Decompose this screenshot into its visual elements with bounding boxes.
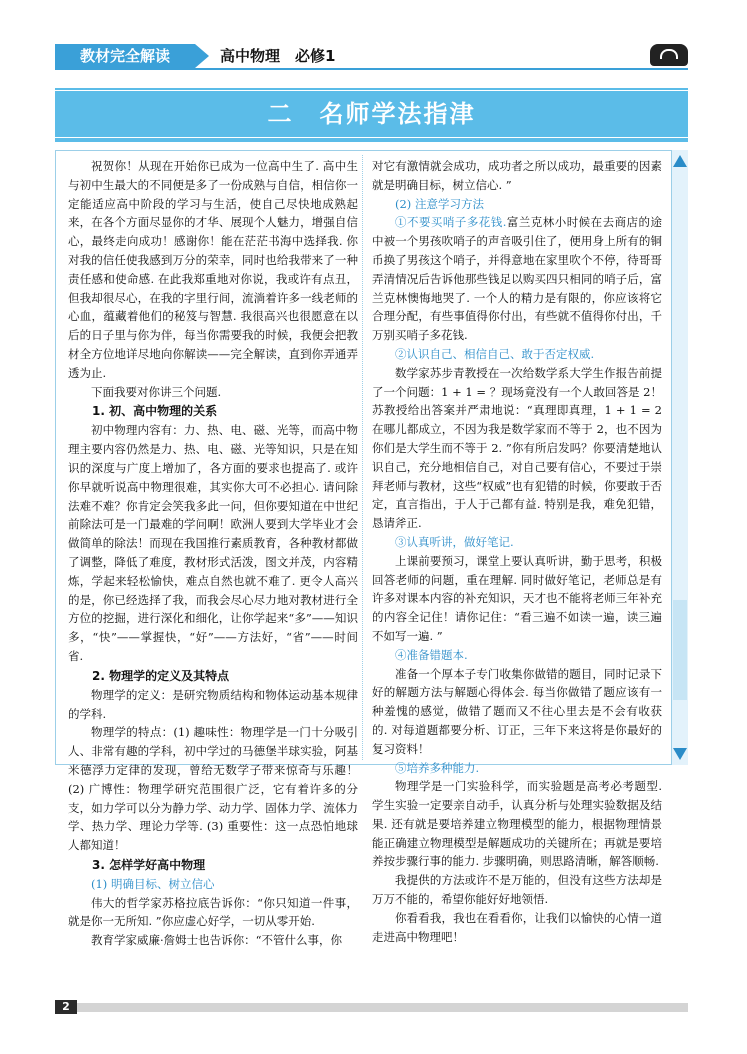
scrollbar[interactable] — [672, 150, 688, 765]
paragraph: 下面我要对你讲三个问题. — [91, 384, 222, 399]
section-title: 二 名师学法指津 — [55, 90, 688, 138]
page-header — [55, 44, 688, 68]
footer-bar — [77, 1003, 688, 1012]
paragraph: 初中物理内容有：力、热、电、磁、光等，而高中物理主要内容仍然是力、热、电、磁、光等知识，只是在知识的深度与广度上增加了，各方面的要求也提高了. 或许你早就听说高中物理很难，其实你大可不必担心. 请问除法难不难？你肯定会笑我多此一问，但你要知道在中世纪前除法可是一门最难的学问啊！欧洲人要到大学毕业才会做简单的除法！而现在我国推行素质教育，各种教材都做了调整，降低了难度，教材形式活泼，图文并茂，内容精炼，学起来轻松愉快，难点自然也就不难了. 更令人高兴的是，你已经选择了我，而我会尽心尽力地对教材进行全方位的挖掘，进行深化和细化，让你学起来“多”——知识多，“快”——掌握快，“好”——方法好，“省”——时间省. — [68, 423, 358, 663]
scroll-down-arrow-icon[interactable] — [672, 745, 688, 763]
paragraph: 物理学的定义：是研究物质结构和物体运动基本规律的学科. — [68, 687, 358, 721]
paragraph: 物理学是一门实验科学，而实验题是高考必考题型. 学生实验一定要亲自动手，认真分析与处理实验数据及结果. 还有就是要培养建立物理模型的能力，根据物理情景能正确建立物理模型是解题成功的关键所在；再就是要培养按步骤行事的能力. 步骤明确，则思路清晰，解答顺畅. — [372, 779, 662, 869]
method-heading: ①不要买哨子多花钱. — [395, 215, 507, 230]
paragraph: 伟大的哲学家苏格拉底告诉你：“你只知道一件事，就是你一无所知. ”你应虚心好学，一切从零开始. — [68, 895, 358, 929]
paragraph: 数学家苏步青教授在一次给数学系大学生作报告前提了一个问题：1 + 1 = ？现场竟没有一个人敢回答是 2！苏教授给出答案并严肃地说：“真理即真理，1 + 1 = 2 在哪儿都成立，不因为我是数学家而不等于 2，也不因为你们是大学生而不等于 2. ”你有所启发吗？你要清楚地认识自己，充分地相信自己，对自己要有信心，不要过于崇拜老师与教材，这些“权威”也有犯错的时候，你要敢于否定，直言指出，于人于己都有益. 特别是我，难免犯错，恳请斧正. — [372, 365, 662, 531]
paragraph-text: 富兰克林小时候在去商店的途中被一个男孩吹哨子的声音吸引住了，便用身上所有的铜币换了男孩这个哨子，并得意地在家里吹个不停，待哥哥弄清情况后告诉他那些钱足以购买四只相同的哨子后，富兰克林懊悔地哭了. 一个人的精力是有限的，你应该将它合理分配，有些事值得你付出，有些就不值得你付出，千万别买哨子多花钱. — [372, 215, 663, 343]
scroll-thumb[interactable] — [673, 600, 687, 700]
book-title: 高中物理 必修1 — [220, 47, 336, 65]
section-banner — [55, 88, 688, 142]
content-box — [55, 150, 672, 948]
section-heading: 2. 物理学的定义及其特点 — [92, 668, 230, 683]
series-tab: 教材完全解读 — [55, 44, 195, 68]
paragraph: 你看看我，我也在看看你，让我们以愉快的心情一道走进高中物理吧！ — [372, 910, 662, 944]
subheading: (2) 注意学习方法 — [395, 196, 484, 211]
method-heading: ③认真听讲，做好笔记. — [395, 534, 514, 549]
paragraph: 祝贺你！从现在开始你已成为一位高中生了. 高中生与初中生最大的不同便是多了一份成熟与自信，相信你一定能适应高中阶段的学习与生活，使自己尽快地成熟起来，在各个方面尽显你的才华、展现个人魅力，增强自信心，最终走向成功！感谢你！能在茫茫书海中选择我. 你对我的信任使我感到万分的荣幸，同时也给我带来了一种责任感和使命感. 在此我郑重地对你说，我或许有点丑，但我却很尽心，在我的字里行间，流淌着许多一线老师的心血，蕴藏着他们的秘笈与智慧. 我很高兴也很愿意在以后的日子里与你为伴，每当你需要我的时候，我便会把教材全方位地详尽地向你解读——完全解读，直到你弄通弄透为止. — [68, 159, 358, 380]
paragraph: 对它有激情就会成功，成功者之所以成功，最重要的因素就是明确目标，树立信心. ” — [372, 159, 662, 192]
section-heading: 1. 初、高中物理的关系 — [92, 404, 218, 419]
subheading: (1) 明确目标、树立信心 — [91, 876, 215, 891]
method-heading: ②认识自己、相信自己、敢于否定权威. — [395, 346, 595, 361]
right-column — [372, 157, 662, 946]
paragraph: 物理学的特点：(1) 趣味性：物理学是一门十分吸引人、非常有趣的学科，初中学过的马德堡半球实验，阿基米德浮力定律的发现，曾给无数学子带来惊奇与乐趣！(2) 广博性：物理学研究范围很广泛，它有着许多的分支，如力学可以分为静力学、动力学、固体力学、流体力学、热力学、理论力学等. (3) 重要性：这一点恐怕地球人都知道！ — [68, 725, 358, 853]
left-column — [68, 157, 358, 950]
paragraph: 教育学家威廉·詹姆士也告诉你：“不管什么事，你 — [91, 933, 343, 948]
page-number: 2 — [55, 1000, 77, 1014]
header-rule — [55, 68, 688, 70]
page-footer — [55, 1000, 688, 1014]
paragraph: 我提供的方法或许不是万能的，但没有这些方法却是万万不能的，希望你能好好地领悟. — [372, 873, 662, 907]
column-divider — [362, 155, 363, 760]
publisher-logo-icon — [650, 44, 688, 66]
scroll-up-arrow-icon[interactable] — [672, 152, 688, 170]
paragraph: 准备一个厚本子专门收集你做错的题目，同时记录下好的解题方法与解题心得体会. 每当你做错了题应该有一种羞愧的感觉，做错了题而又不往心里去是不会有收获的. 对每道题都要分析、订正，三年下来这将是你最好的复习资料！ — [372, 666, 662, 756]
paragraph: 上课前要预习，课堂上要认真听讲，勤于思考，积极回答老师的问题，重在理解. 同时做好笔记，老师总是有许多对课本内容的补充知识，天才也不能将老师三年补充的内容全记住！请你记住：“看三遍不如读一遍，读三遍不如写一遍. ” — [372, 553, 662, 643]
paragraph — [372, 213, 662, 345]
method-heading: ⑤培养多种能力. — [395, 760, 480, 775]
section-heading: 3. 怎样学好高中物理 — [92, 857, 206, 872]
series-tab-arrow-icon — [195, 44, 209, 68]
method-heading: ④准备错题本. — [395, 647, 468, 662]
